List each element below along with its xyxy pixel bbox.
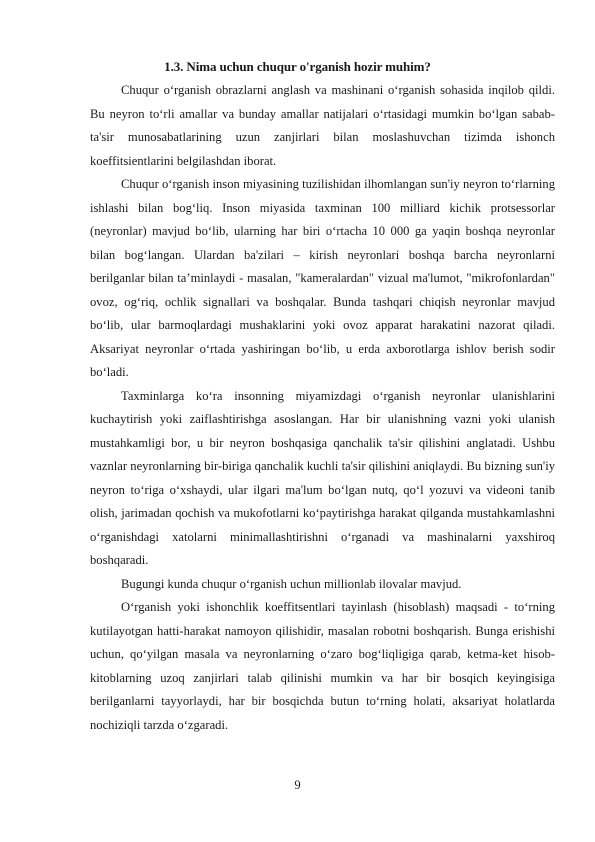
- section-heading: 1.3. Nima uchun chuqur o'rganish hozir muhim?: [164, 59, 431, 74]
- paragraph: Chuqur o‘rganish obrazlarni anglash va mashinani o‘rganish sohasida inqilob qildi. Bu neyron to‘rli amallar va bunday amallar natijalari o‘rtasidagi mumkin bo‘lgan sabab-ta'sir munosabatlarining uzun zanjirlari bilan moslashuvchan tizimda ishonch koeffitsientlarini belgilashdan iborat.: [90, 83, 555, 168]
- body-text: [90, 79, 555, 737]
- paragraph: Taxminlarga ko‘ra insonning miyamizdagi o‘rganish neyronlar ulanishlarini kuchaytirish yoki zaiflashtirishga asoslangan. Har bir ulanishning vazni yoki ulanish mustahkamligi bor, u bir neyron boshqasiga qanchalik ta'sir qilishini anglatadi. Ushbu vaznlar neyronlarning bir-biriga qanchalik kuchli ta'sir qilishini aniqlaydi. Bu bizning sun'iy neyron to‘riga o‘xshaydi, ular ilgari ma'lum bo‘lgan nutq, qo‘l yozuvi va videoni tanib olish, jarimadan qochish va mukofotlarni ko‘paytirishga harakat qilganda mustahkamlashni o‘rganishdagi xatolarni minimallashtirishni o‘rganadi va mashinalarni yaxshiroq boshqaradi.: [90, 388, 555, 567]
- paragraph: O‘rganish yoki ishonchlik koeffitsentlari tayinlash (hisoblash) maqsadi - to‘rning kutilayotgan hatti-harakat namoyon qilishidir, masalan robotni boshqarish. Bunga erishishi uchun, qo‘yilgan masala va neyronlarning o‘zaro bog‘liqligiga qarab, ketma-ket hisob-kitoblarning uzoq zanjirlari talab qilinishi mumkin va har bir bosqich keyingisiga berilganlarni tayyorlaydi, har bir bosqichda butun to‘rning holati, aksariyat holatlarda nochiziqli tarzda o‘zgaradi.: [90, 600, 555, 732]
- paragraph: Bugungi kunda chuqur o‘rganish uchun millionlab ilovalar mavjud.: [121, 576, 462, 591]
- page-number: 9: [294, 778, 301, 792]
- paragraph: Chuqur o‘rganish inson miyasining tuzilishidan ilhomlangan sun'iy neyron to‘rlarning ishlashi bilan bog‘liq. Inson miyasida taxminan 100 milliard kichik protsessorlar (neyronlar) mavjud bo‘lib, ularning har biri o‘rtacha 10 000 ga yaqin boshqa neyronlar bilan bog‘langan. Ulardan ba'zilari – kirish neyronlari boshqa barcha neyronlarni berilganlar bilan ta’minlaydi - masalan, "kameralardan" vizual ma'lumot, "mikrofonlardan" ovoz, og‘riq, ochlik signallari va boshqalar. Bunda tashqari chiqish neyronlar mavjud bo‘lib, ular barmoqlardagi mushaklarini yoki ovoz apparat harakatini nazorat qiladi. Aksariyat neyronlar o‘rtada yashiringan bo‘lib, u erda axborotlarga ishlov berish sodir bo‘ladi.: [90, 177, 555, 379]
